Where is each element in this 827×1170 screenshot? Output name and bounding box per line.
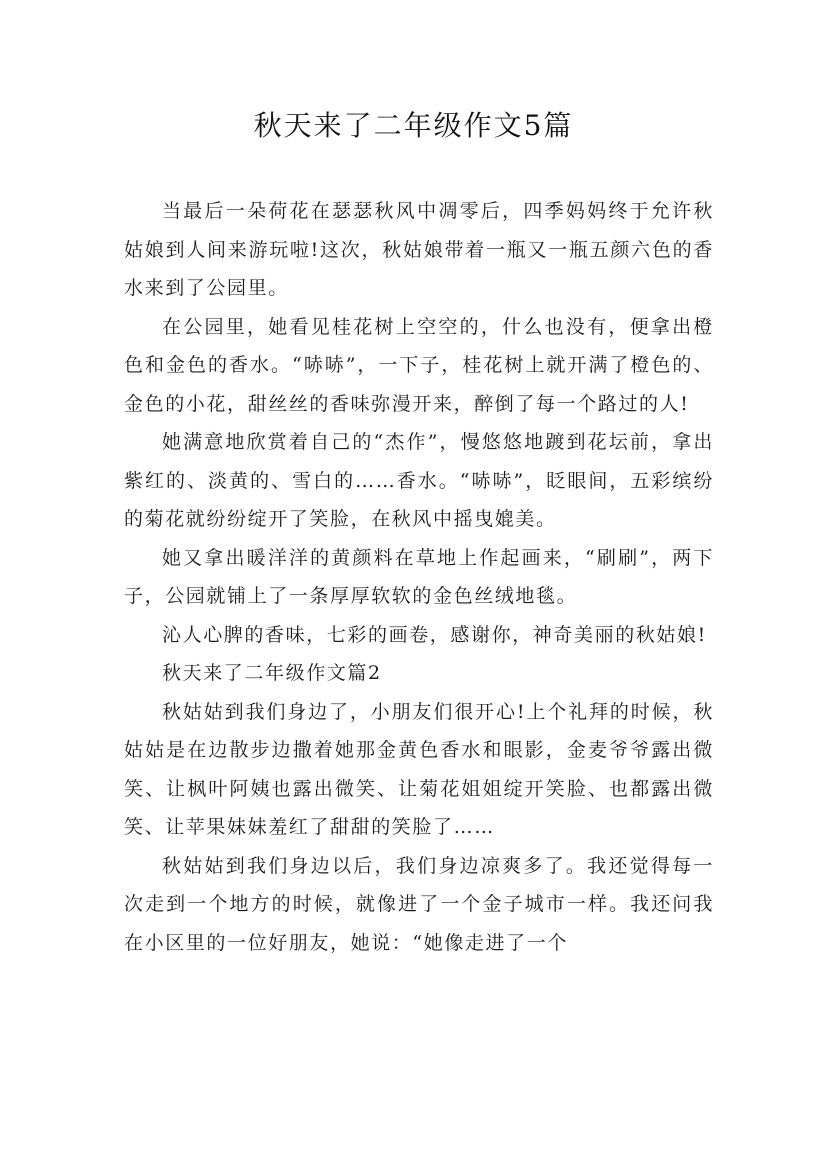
document-title: 秋天来了二年级作文5篇 [253, 109, 574, 142]
paragraph: 她满意地欣赏着自己的“杰作”，慢悠悠地踱到花坛前，拿出紫红的、淡黄的、雪白的……香水。“哧哧”，眨眼间，五彩缤纷的菊花就纷纷绽开了笑脸，在秋风中摇曳媲美。 [124, 431, 714, 530]
paragraph: 在公园里，她看见桂花树上空空的，什么也没有，便拿出橙色和金色的香水。“哧哧”，一下子，桂花树上就开满了橙色的、金色的小花，甜丝丝的香味弥漫开来，醉倒了每一个路过的人! [124, 315, 714, 415]
section-heading: 秋天来了二年级作文篇2 [162, 662, 382, 684]
document-body [124, 192, 714, 962]
paragraph: 沁人心脾的香味，七彩的画卷，感谢你，神奇美丽的秋姑娘! [162, 623, 707, 646]
paragraph: 她又拿出暖洋洋的黄颜料在草地上作起画来，“刷刷”，两下子，公园就铺上了一条厚厚软软的金色丝绒地毯。 [124, 546, 714, 607]
paragraph: 秋姑姑到我们身边以后，我们身边凉爽多了。我还觉得每一次走到一个地方的时候，就像进了一个金子城市一样。我还问我在小区里的一位好朋友，她说：“她像走进了一个 [124, 854, 714, 954]
paragraph: 秋姑姑到我们身边了，小朋友们很开心!上个礼拜的时候，秋姑姑是在边散步边撒着她那金黄色香水和眼影，金麦爷爷露出微笑、让枫叶阿姨也露出微笑、让菊花姐姐绽开笑脸、也都露出微笑、让苹果妹妹羞红了甜甜的笑脸了…… [124, 700, 714, 838]
paragraph: 当最后一朵荷花在瑟瑟秋风中凋零后，四季妈妈终于允许秋姑娘到人间来游玩啦!这次，秋姑娘带着一瓶又一瓶五颜六色的香水来到了公园里。 [124, 200, 714, 299]
